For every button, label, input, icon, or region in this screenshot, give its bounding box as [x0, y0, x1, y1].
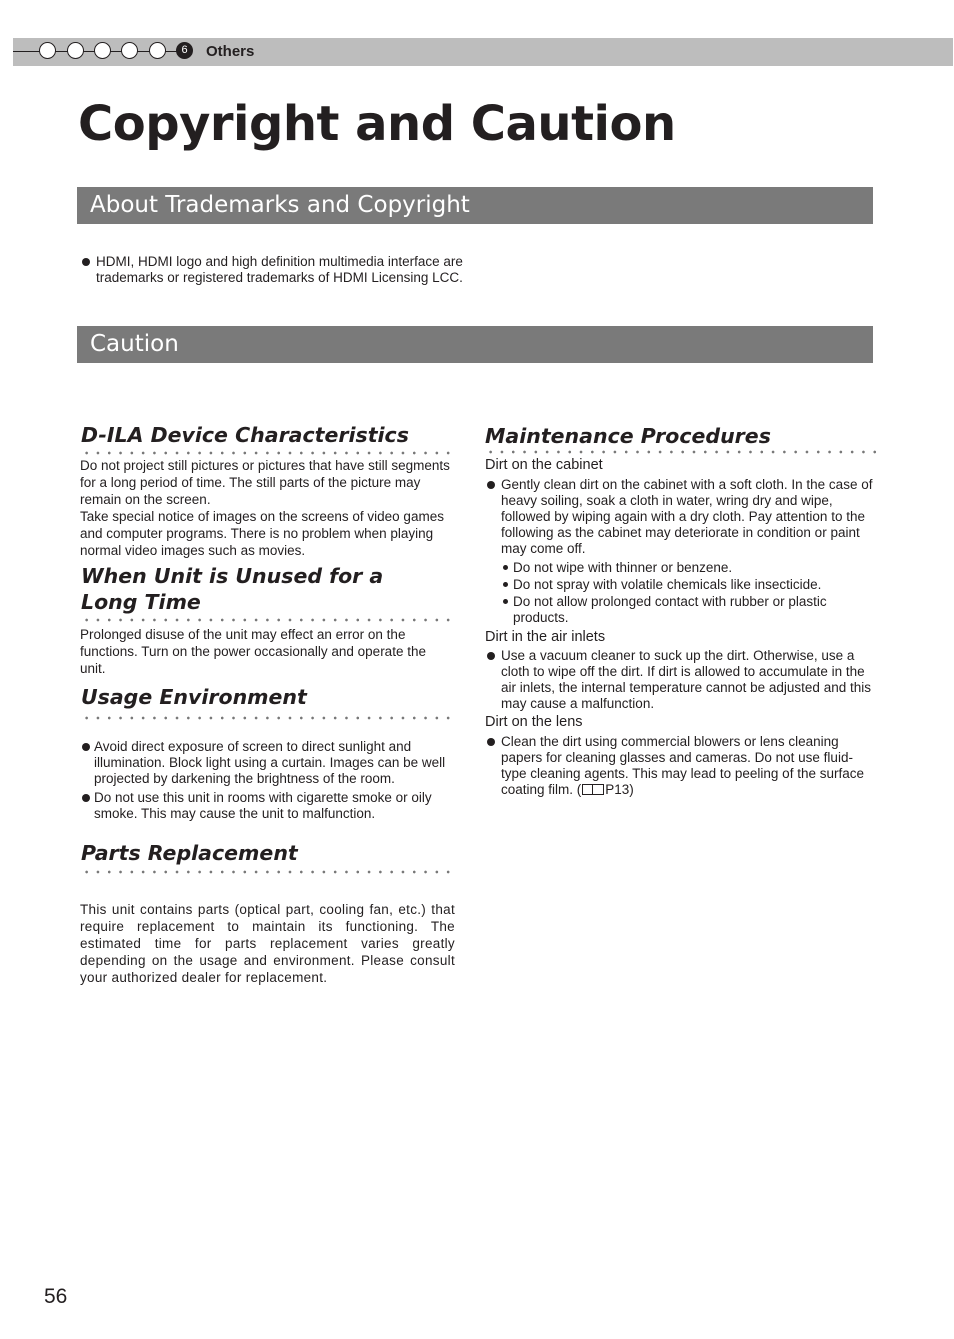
cabinet-sub-3-text: Do not allow prolonged contact with rubber or plastic products. [513, 594, 827, 625]
cabinet-sub-2-text: Do not spray with volatile chemicals like insecticide. [513, 577, 822, 592]
bullet-icon [487, 652, 495, 660]
cabinet-bullet-text: Gently clean dirt on the cabinet with a soft cloth. In the case of heavy soiling, soak a cloth in water, wring dry and wipe, followed by wiping again with a dry cloth. Pay attention to the following as the cabinet may deteriorate in condition or paint may come off. [501, 477, 873, 556]
dila-text: Do not project still pictures or pictures that have still segments for a long period of time. The still parts of the picture may remain on the screen. [80, 458, 450, 507]
cabinet-sub-2 [501, 577, 861, 593]
dotted-rule [485, 450, 880, 454]
bullet-icon [503, 565, 508, 570]
chapter-marker-4 [121, 42, 138, 59]
chapter-marker-1 [39, 42, 56, 59]
chapter-marker-5 [149, 42, 166, 59]
dotted-rule [81, 618, 451, 622]
inlets-bullet-text: Use a vacuum cleaner to suck up the dirt. Otherwise, use a cloth to wipe off the dirt. If dirt is allowed to accumulate in the air inlets, the internal temperature cannot be adjusted and this may cause a malfunction. [501, 648, 871, 711]
chapter-marker-current: 6 [176, 42, 193, 59]
parts-heading: Parts Replacement [81, 841, 298, 865]
cabinet-label: Dirt on the cabinet [485, 457, 603, 473]
maintenance-heading: Maintenance Procedures [485, 424, 771, 448]
cabinet-sub-3 [501, 594, 861, 626]
cabinet-sub-1-text: Do not wipe with thinner or benzene. [513, 560, 733, 575]
unused-text: Prolonged disuse of the unit may effect an error on the functions. Turn on the power occasionally and operate the unit. [80, 627, 426, 676]
bullet-icon [503, 582, 508, 587]
bullet-icon [487, 738, 495, 746]
inlets-bullet [485, 648, 875, 712]
book-reference-icon [582, 784, 604, 795]
dila-text-2: Take special notice of images on the screens of video games and computer programs. There is no problem when playing normal video images such as movies. [80, 509, 444, 558]
page-number: 56 [44, 1285, 68, 1308]
trademarks-section-heading: About Trademarks and Copyright [77, 187, 873, 224]
dotted-rule [81, 451, 451, 455]
lens-label: Dirt on the lens [485, 714, 583, 730]
chapter-marker-2 [67, 42, 84, 59]
bullet-icon [487, 481, 495, 489]
unused-heading: When Unit is Unused for a Long Time [81, 564, 384, 614]
usage-bullet-1 [80, 739, 450, 787]
cabinet-sub-1 [501, 560, 861, 576]
dila-heading: D-ILA Device Characteristics [81, 423, 409, 447]
bullet-icon [82, 794, 90, 802]
trademark-text: HDMI, HDMI logo and high definition multimedia interface are trademarks or registered trademarks of HDMI Licensing LCC. [96, 254, 463, 285]
chapter-navigation [13, 42, 263, 62]
chapter-marker-3 [94, 42, 111, 59]
inlets-label: Dirt in the air inlets [485, 629, 606, 645]
lens-page-ref: P13) [605, 782, 634, 797]
cabinet-bullet [485, 477, 875, 557]
chapter-label: Others [206, 43, 255, 60]
usage-bullet-1-text: Avoid direct exposure of screen to direct sunlight and illumination. Block light using a curtain. Images can be well projected by darkening the brightness of the room. [94, 739, 446, 786]
page-title: Copyright and Caution [78, 96, 676, 152]
usage-heading: Usage Environment [81, 685, 307, 709]
dotted-rule [81, 870, 451, 874]
lens-bullet-text: Clean the dirt using commercial blowers or lens cleaning papers for cleaning glasses and cameras. Do not use fluid-type cleaning agents. This may lead to peeling of the surface coating film. ( [501, 734, 864, 797]
parts-text: This unit contains parts (optical part, cooling fan, etc.) that require replacement to maintain its functioning. The estimated time for parts replacement varies greatly depending on the usage and environment. Please consult your authorized dealer for replacement. [80, 902, 455, 985]
usage-bullet-2 [80, 790, 450, 822]
bullet-icon [82, 258, 90, 266]
usage-bullet-2-text: Do not use this unit in rooms with cigarette smoke or oily smoke. This may cause the unit to malfunction. [94, 790, 432, 821]
lens-bullet [485, 734, 875, 798]
trademark-notice [80, 254, 480, 286]
dotted-rule [81, 716, 451, 720]
caution-section-heading: Caution [77, 326, 873, 363]
bullet-icon [503, 599, 508, 604]
bullet-icon [82, 743, 90, 751]
